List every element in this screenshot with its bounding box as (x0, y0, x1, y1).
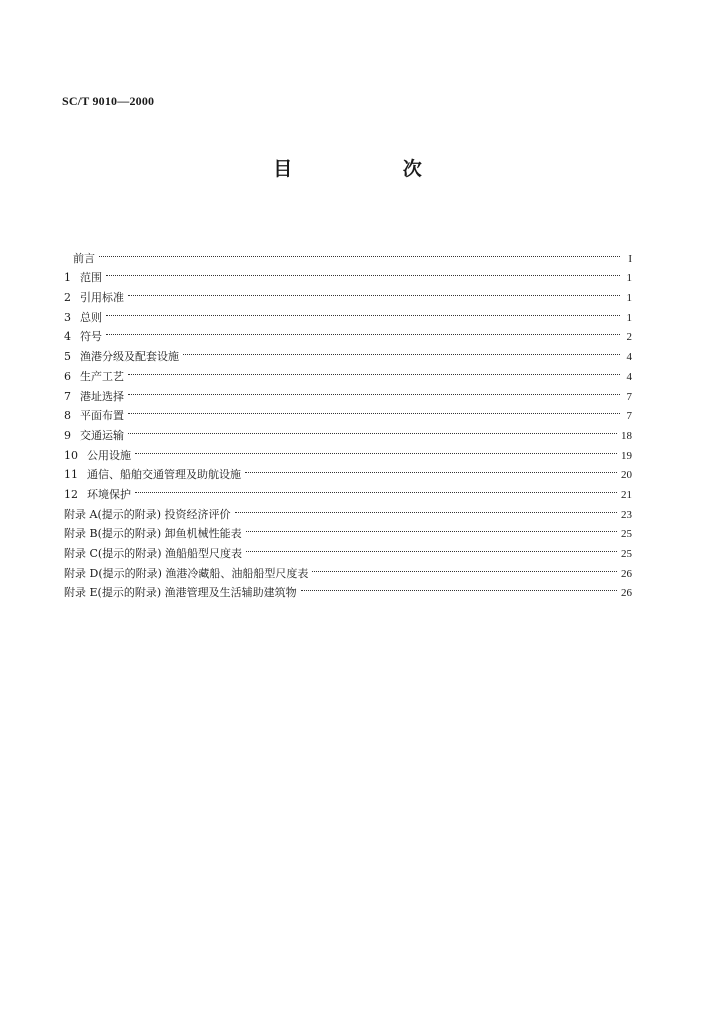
toc-entry-page: I (628, 252, 632, 265)
toc-entry-label (64, 268, 102, 288)
toc-entry[interactable] (64, 459, 632, 482)
toc-entry-number: 5 (64, 350, 71, 364)
toc-entry[interactable] (64, 242, 632, 265)
toc-entry[interactable] (64, 478, 632, 501)
toc-entry[interactable] (64, 281, 632, 305)
toc-entry-page: 2 (626, 331, 632, 344)
toc-appendix-entry[interactable] (64, 498, 632, 521)
dot-leader (128, 380, 620, 400)
toc-entry-page: 19 (621, 449, 632, 462)
dot-leader (235, 498, 617, 518)
toc-entry-title: 总则 (80, 310, 102, 324)
toc-entry-title: 附录 E(提示的附录) 渔港管理及生活辅助建筑物 (64, 586, 297, 600)
toc-entry-title: 附录 B(提示的附录) 卸鱼机械性能表 (64, 527, 242, 541)
toc-entry-label (64, 564, 308, 584)
toc-entry-page: 4 (626, 370, 632, 383)
toc-entry-title: 附录 D(提示的附录) 渔港冷藏船、油船船型尺度表 (64, 566, 309, 580)
toc-entry-page: 25 (621, 548, 632, 560)
toc-entry-title: 附录 C(提示的附录) 渔船船型尺度表 (64, 547, 242, 560)
dot-leader (128, 419, 617, 439)
toc-entry-number: 1 (64, 271, 71, 285)
dot-leader (246, 537, 617, 557)
toc-entry-label (64, 446, 131, 466)
toc-entry-title: 引用标准 (80, 291, 124, 305)
dot-leader (106, 262, 620, 282)
toc-entry-number: 8 (64, 409, 71, 423)
dot-leader (99, 242, 620, 262)
toc-entry-number: 2 (64, 291, 71, 305)
toc-entry-title: 通信、船舶交通管理及助航设施 (87, 468, 241, 482)
toc-entry-page: 7 (626, 390, 632, 403)
toc-entry-number: 4 (64, 330, 71, 344)
toc-entry-title: 符号 (80, 330, 102, 344)
toc-entry-number: 11 (64, 468, 78, 482)
toc-entry-title: 渔港分级及配套设施 (80, 350, 179, 364)
toc-entry[interactable] (64, 262, 632, 285)
toc-entry-title: 平面布置 (80, 409, 124, 423)
dot-leader (106, 321, 620, 341)
toc-entry-number: 10 (64, 448, 78, 462)
toc-entry-label (64, 387, 124, 407)
toc-entry-label (64, 524, 242, 544)
toc-entry-title: 前言 (73, 251, 95, 265)
toc-entry[interactable] (64, 380, 632, 403)
toc-entry-label (64, 426, 124, 446)
toc-entry-label (64, 367, 124, 387)
toc-entry-title: 生产工艺 (80, 369, 124, 383)
dot-leader (106, 301, 620, 321)
toc-entry[interactable] (64, 419, 632, 442)
toc-entry-page: 1 (626, 272, 632, 285)
toc-entry-label (64, 308, 102, 328)
toc-entry-title: 范围 (80, 271, 102, 285)
toc-entry-title: 港址选择 (80, 389, 124, 403)
toc-entry[interactable] (64, 360, 632, 383)
dot-leader (128, 360, 620, 380)
toc-entry[interactable] (64, 340, 632, 364)
dot-leader (128, 400, 620, 420)
toc-entry-page: 23 (621, 508, 632, 521)
toc-entry[interactable] (64, 439, 632, 462)
toc-entry-number: 3 (64, 310, 71, 324)
toc-entry-page: 26 (621, 567, 632, 580)
document-code: SC/T 9010—2000 (62, 94, 155, 108)
toc-entry-label (64, 544, 242, 564)
toc-entry-number: 7 (64, 389, 71, 403)
toc-entry[interactable] (64, 321, 632, 344)
toc-entry-page: 1 (626, 292, 632, 305)
dot-leader (128, 281, 620, 301)
toc-entry-number: 12 (64, 487, 78, 501)
dot-leader (183, 340, 620, 360)
toc-entry-title: 环境保护 (87, 487, 131, 501)
toc-entry[interactable] (64, 301, 632, 324)
table-of-contents (64, 242, 632, 600)
toc-entry-page: 1 (626, 311, 632, 324)
dot-leader (312, 557, 617, 577)
toc-entry-page: 4 (626, 351, 632, 364)
toc-entry-number: 9 (64, 428, 71, 442)
dot-leader (135, 439, 617, 459)
toc-entry-page: 20 (621, 469, 632, 482)
dot-leader (301, 577, 617, 597)
toc-entry-page: 25 (621, 528, 632, 541)
toc-entry-title: 附录 A(提示的附录) 投资经济评价 (64, 507, 231, 521)
toc-entry-label (64, 406, 124, 426)
toc-entry-page: 18 (621, 429, 632, 442)
toc-title: 目 次 (273, 158, 474, 180)
toc-entry-label (64, 485, 131, 505)
toc-entry-label (64, 505, 231, 525)
toc-entry-title: 交通运输 (80, 428, 124, 442)
toc-entry-label (64, 249, 95, 269)
toc-entry-label (64, 583, 297, 603)
dot-leader (135, 478, 617, 498)
toc-entry-number: 6 (64, 369, 71, 383)
dot-leader (246, 518, 617, 538)
toc-entry-page: 21 (621, 488, 632, 501)
toc-entry-page: 7 (626, 410, 632, 423)
dot-leader (245, 459, 617, 479)
toc-entry[interactable] (64, 400, 632, 423)
toc-entry-label (64, 327, 102, 347)
toc-entry-title: 公用设施 (87, 448, 131, 462)
toc-entry-page: 26 (621, 587, 632, 600)
